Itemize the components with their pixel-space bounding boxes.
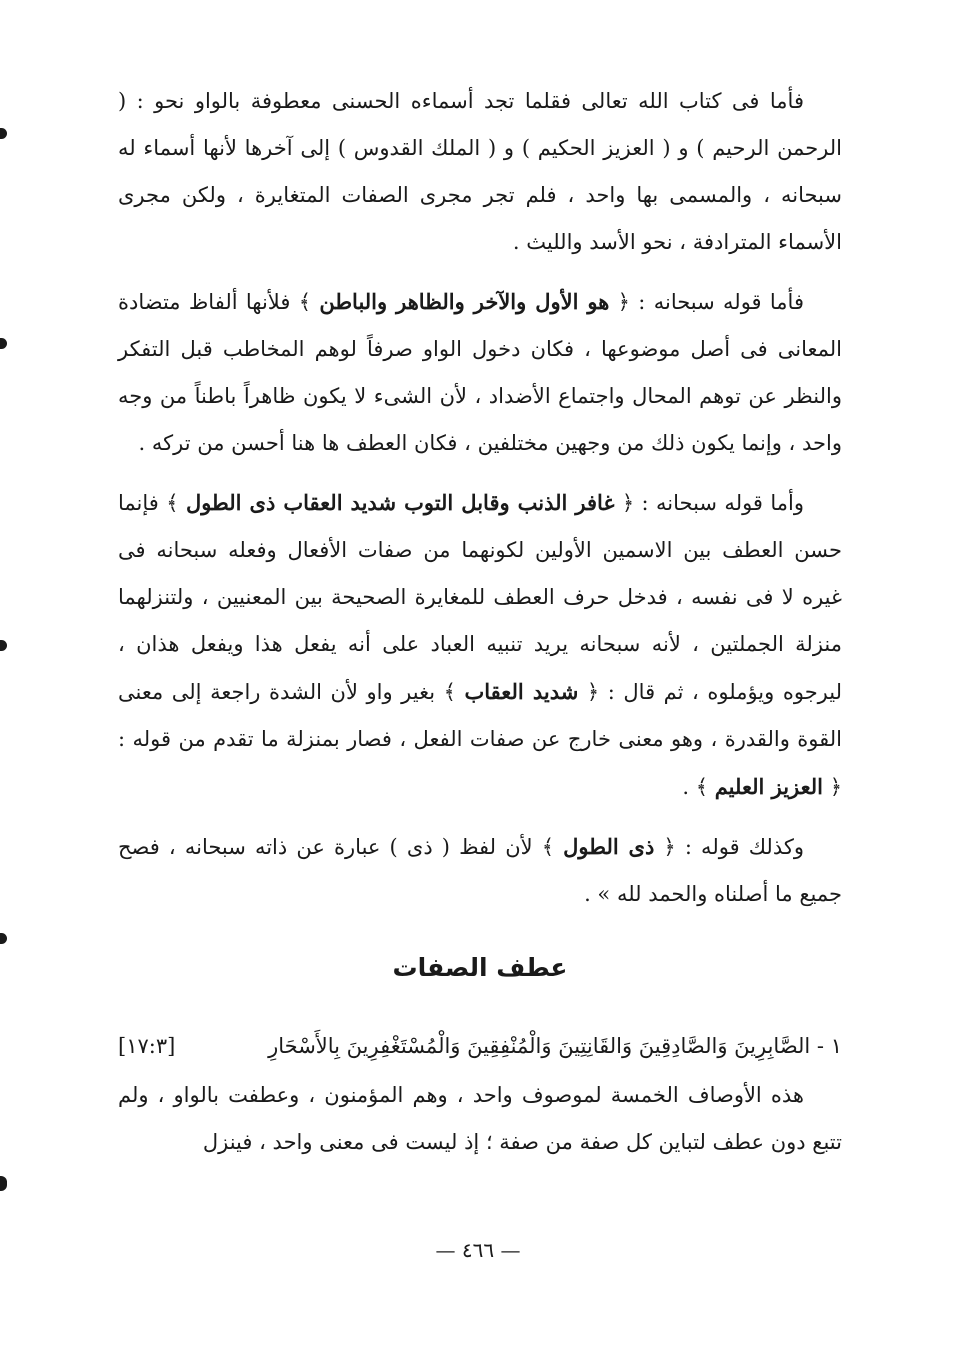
- verse-text: ١ - الصَّابِرِينَ وَالصَّادِقِينَ وَالقَانِتِينَ وَالْمُنْفِقِينَ وَالْمُسْتَغْفِرِينَ بِالأَسْحَارِ: [268, 1034, 842, 1058]
- margin-mark: [0, 338, 7, 349]
- margin-mark: [0, 1176, 7, 1191]
- paragraph-3-body: ﴾ فإنما حسن العطف بين الاسمين الأولين لكونهما من صفات الأفعال وفعله سبحانه فى غيره لا فى نفسه ، فدخل حرف العطف للمغايرة الصحيحة بين المعنيين ، ولتنزلهما منزلة الجملتين ، لأنه سبحانه يريد تنبيه العباد على أنه يفعل هذا ويفعل هذان ، ليرجوه ويؤملوه ، ثم قال : ﴿: [118, 491, 843, 704]
- margin-mark: [0, 640, 7, 651]
- paragraph-2-intro: فأما قوله سبحانه : ﴿: [609, 290, 804, 314]
- quran-quote: غافر الذنب وقابل التوب شديد العقاب ذى الطول: [185, 490, 615, 515]
- paragraph-5: هذه الأوصاف الخمسة لموصوف واحد ، وهم المؤمنون ، وعطفت بالواو ، ولم تتبع دون عطف لتباين كل صفة من صفة ؛ إذ ليست فى معنى واحد ، فينزل: [118, 1083, 842, 1154]
- paragraph-3-body-2: ﴾ بغير واو لأن الشدة راجعة إلى معنى القوة والقدرة ، وهو معنى خارج عن صفات الفعل ، فصار بمنزلة ما تقدم من قوله : ﴿: [118, 680, 842, 799]
- quran-quote: شديد العقاب: [464, 679, 579, 704]
- page-body: [118, 78, 842, 1178]
- margin-mark: [0, 933, 7, 944]
- paragraph-3-intro: وأما قوله سبحانه : ﴿: [614, 491, 804, 515]
- paragraph-3-end: ﴾ .: [682, 775, 715, 799]
- quran-quote: العزيز العليم: [714, 774, 824, 799]
- paragraph-2: [118, 278, 842, 467]
- verse-line: [118, 1026, 842, 1066]
- section-heading: عطف الصفات: [392, 953, 568, 982]
- paragraph-1: فأما فى كتاب الله تعالى فقلما تجد أسماءه الحسنى معطوفة بالواو نحو : ( الرحمن الرحيم ) و ( العزيز الحكيم ) و ( الملك القدوس ) إلى آخرها لأنها أسماء له سبحانه ، والمسمى بها واحد ، فلم تجر مجرى الصفات المتغايرة ، ولكن مجرى الأسماء المترادفة ، نحو الأسد والليث .: [118, 89, 842, 254]
- quran-quote: ذى الطول: [563, 834, 655, 859]
- quran-quote: هو الأول والآخر والظاهر والباطن: [319, 289, 610, 314]
- margin-mark: [0, 128, 7, 139]
- paragraph-4-intro: وكذلك قوله : ﴿: [654, 835, 804, 859]
- paragraph-4-body: ﴾ لأن لفظ ( ذى ) عبارة عن ذاته سبحانه ، فصح جميع ما أصلناه والحمد لله » .: [118, 835, 842, 906]
- page-number: — ٤٦٦ —: [435, 1238, 521, 1262]
- paragraph-2-body: ﴾ فلأنها ألفاظ متضادة المعانى فى أصل موضوعها ، فكان دخول الواو صرفاً لوهم المخاطب قبل التفكر والنظر عن توهم المحال واجتماع الأضداد ، لأن الشىء لا يكون ظاهراً باطناً من وجه واحد ، وإنما يكون ذلك من وجهين مختلفين ، فكان العطف ها هنا أحسن من تركه .: [118, 290, 842, 455]
- verse-reference: [١٧:٣]: [118, 1034, 176, 1058]
- paragraph-3: [118, 479, 842, 811]
- paragraph-4: [118, 823, 842, 918]
